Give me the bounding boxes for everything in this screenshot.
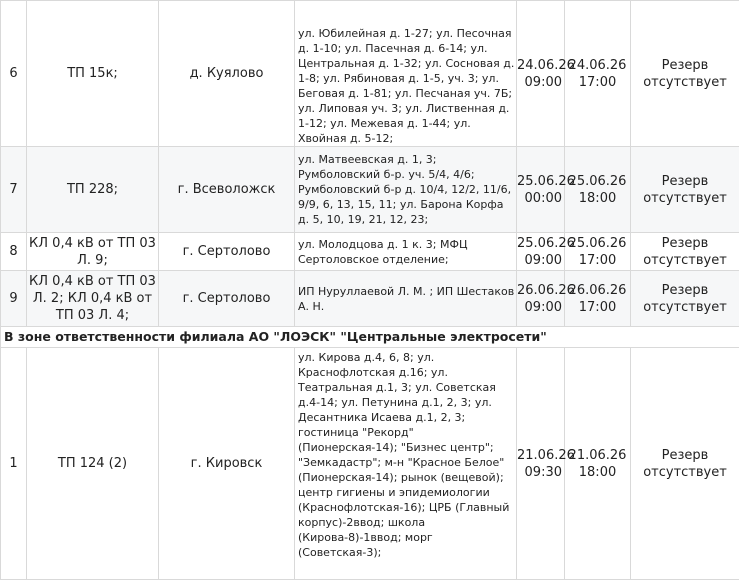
locality-cell: г. Всеволожск	[159, 147, 295, 233]
reserve-cell: Резерв отсутствует	[631, 233, 739, 271]
start-time: 00:00	[517, 190, 562, 207]
start-time: 09:00	[517, 74, 562, 91]
object-cell: ТП 228;	[27, 147, 159, 233]
addresses-text: ул. Кирова д.4, 6, 8; ул. Краснофлотская д.16; ул. Театральная д.1, 3; ул. Советская д.4-14; ул. Петунина д.1, 2, 3; ул. Десантника Исаева д.1, 2, 3; гостиница "Рекорд" (Пионерская-14); "Бизнес центр"; "Земкадастр"; м-н "Красное Белое" (Пионерская-14); рынок (вещевой); центр гигиены и эпидемиологии (Краснофлотская-16); ЦРБ (Главный корпус)-2ввод; школа (Кирова-8)-1ввод; морг (Советская-3);	[298, 350, 516, 560]
start-datetime-cell	[517, 271, 565, 327]
addresses-cell	[295, 233, 517, 271]
end-date: 21.06.26	[565, 447, 630, 464]
start-date: 26.06.26	[517, 282, 562, 299]
table-row	[1, 271, 739, 327]
start-datetime-cell	[517, 147, 565, 233]
addresses-text: ул. Матвеевская д. 1, 3; Румболовский б-р. уч. 5/4, 4/6; Румболовский б-р д. 10/4, 12/2, 11/6, 9/9, 6, 13, 15, 11; ул. Барона Корфа д. 5, 10, 19, 21, 12, 23;	[298, 152, 516, 227]
reserve-cell: Резерв отсутствует	[631, 348, 739, 580]
reserve-cell: Резерв отсутствует	[631, 1, 739, 147]
end-time: 17:00	[565, 299, 630, 316]
locality-cell: г. Кировск	[159, 348, 295, 580]
addresses-text: ул. Молодцова д. 1 к. 3; МФЦ Сертоловское отделение;	[298, 237, 516, 267]
locality-cell: г. Сертолово	[159, 271, 295, 327]
object-cell: КЛ 0,4 кВ от ТП 03 Л. 2; КЛ 0,4 кВ от ТП 03 Л. 4;	[27, 271, 159, 327]
row-number: 7	[1, 147, 27, 233]
end-date: 25.06.26	[565, 235, 630, 252]
end-time: 17:00	[565, 74, 630, 91]
start-time: 09:00	[517, 252, 562, 269]
section-title: В зоне ответственности филиала АО "ЛОЭСК" "Центральные электросети"	[1, 327, 739, 348]
object-cell: КЛ 0,4 кВ от ТП 03 Л. 9;	[27, 233, 159, 271]
start-date: 25.06.26	[517, 235, 562, 252]
end-datetime-cell	[565, 348, 631, 580]
start-date: 21.06.26	[517, 447, 562, 464]
end-time: 17:00	[565, 252, 630, 269]
end-date: 25.06.26	[565, 173, 630, 190]
start-datetime-cell	[517, 348, 565, 580]
addresses-cell	[295, 348, 517, 580]
end-time: 18:00	[565, 464, 630, 481]
end-datetime-cell	[565, 271, 631, 327]
addresses-text: ул. Юбилейная д. 1-27; ул. Песочная д. 1-10; ул. Пасечная д. 6-14; ул. Центральная д. 1-32; ул. Сосновая д. 1-8; ул. Рябиновая д. 1-5, уч. 3; ул. Беговая д. 1-81; ул. Песчаная уч. 7Б; ул. Липовая уч. 3; ул. Лиственная д. 1-12; ул. Межевая д. 1-44; ул. Хвойная д. 5-12;	[298, 26, 516, 146]
reserve-cell: Резерв отсутствует	[631, 147, 739, 233]
table-row	[1, 147, 739, 233]
end-datetime-cell	[565, 233, 631, 271]
object-cell: ТП 124 (2)	[27, 348, 159, 580]
table-row	[1, 1, 739, 147]
object-cell: ТП 15к;	[27, 1, 159, 147]
row-number: 9	[1, 271, 27, 327]
start-time: 09:00	[517, 299, 562, 316]
end-time: 18:00	[565, 190, 630, 207]
row-number: 8	[1, 233, 27, 271]
locality-cell: д. Куялово	[159, 1, 295, 147]
end-datetime-cell	[565, 147, 631, 233]
start-datetime-cell	[517, 1, 565, 147]
start-date: 24.06.26	[517, 57, 562, 74]
end-datetime-cell	[565, 1, 631, 147]
section-header-row	[1, 327, 739, 348]
addresses-cell	[295, 1, 517, 147]
end-date: 24.06.26	[565, 57, 630, 74]
table-row	[1, 348, 739, 580]
start-datetime-cell	[517, 233, 565, 271]
addresses-cell	[295, 271, 517, 327]
addresses-cell	[295, 147, 517, 233]
table-row	[1, 233, 739, 271]
row-number: 6	[1, 1, 27, 147]
end-date: 26.06.26	[565, 282, 630, 299]
reserve-cell: Резерв отсутствует	[631, 271, 739, 327]
locality-cell: г. Сертолово	[159, 233, 295, 271]
addresses-text: ИП Нуруллаевой Л. М. ; ИП Шестаков А. Н.	[298, 284, 516, 314]
row-number: 1	[1, 348, 27, 580]
start-date: 25.06.26	[517, 173, 562, 190]
start-time: 09:30	[517, 464, 562, 481]
